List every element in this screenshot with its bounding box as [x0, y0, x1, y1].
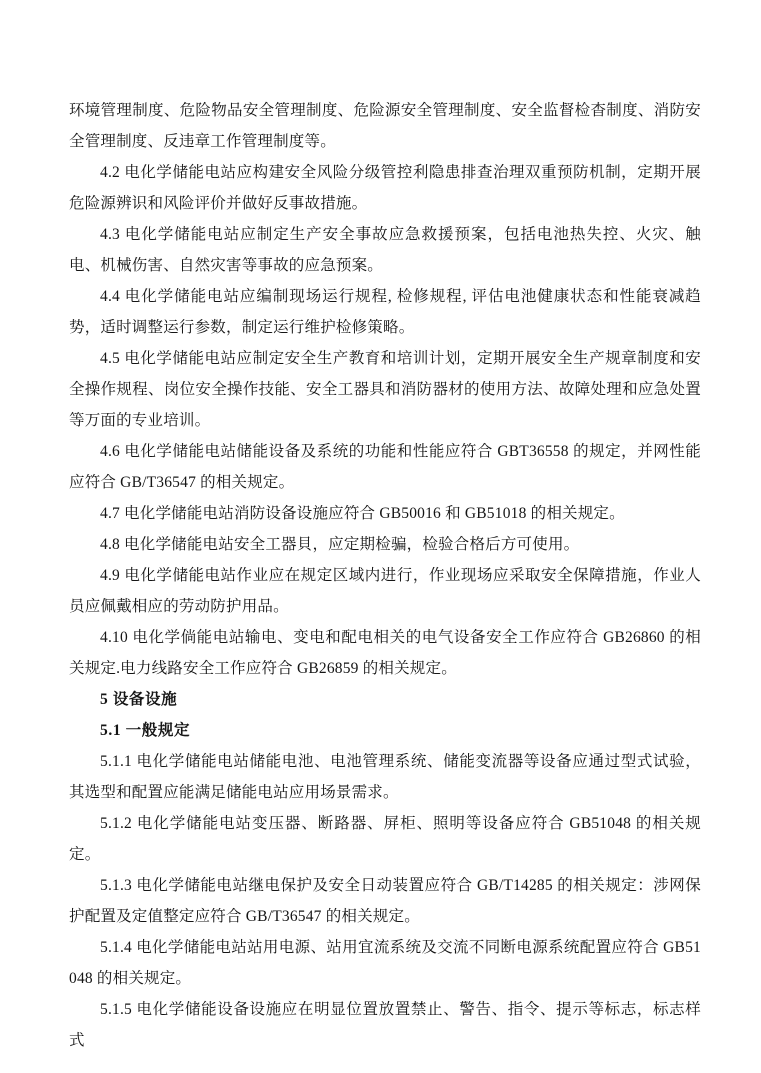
paragraph: 4.2 电化学储能电站应构建安全风险分级管控利隐患排查治理双重预防机制，定期开展危险源辨识和风险评价并做好反事故措施。 — [69, 164, 701, 212]
paragraph: 5.1.5 电化学储能设备设施应在明显位置放置禁止、警告、指令、提示等标志，标志样式 — [69, 1001, 701, 1049]
section-heading: 5 设备设施 — [100, 691, 178, 708]
paragraph: 4.7 电化学储能电站消防设备设施应符合 GB50016 和 GB51018 的相关规定。 — [100, 505, 625, 522]
paragraph: 5.1.4 电化学储能电站站用电源、站用宜流系统及交流不同断电源系统配置应符合 GB51048 的相关规定。 — [69, 939, 701, 987]
paragraph: 4.5 电化学储能电站应制定安全生产教育和培训计划，定期开展安全生产规章制度和安全操作规程、岗位安全操作技能、安全工器具和消防器材的使用方法、故障处理和应急处置等万面的专业培训。 — [69, 350, 701, 429]
paragraph: 环境管理制度、危险物品安全管理制度、危险源安全管理制度、安全监督检杳制度、消防安全管理制度、反违章工作管理制度等。 — [69, 102, 701, 150]
paragraph: 4.6 电化学储能电站储能设备及系统的功能和性能应符合 GBT36558 的规定，并网性能应符合 GB/T36547 的相关规定。 — [69, 443, 701, 491]
paragraph: 4.8 电化学储能电站安全工器貝，应定期检骗，检验合格后方可使用。 — [100, 536, 580, 553]
section-heading: 5.1 一般规定 — [100, 722, 191, 739]
paragraph: 5.1.1 电化学储能电站储能电池、电池管理系统、储能变流器等设备应通过型式试验，其选型和配置应能满足储能电站应用场景需求。 — [69, 753, 701, 801]
document-content — [69, 95, 701, 1056]
paragraph: 4.9 电化学储能电站作业应在规定区域内进行，作业现场应采取安全保障措施，作业人员应佩戴相应的劳动防护用品。 — [69, 567, 701, 615]
paragraph: 4.4 电化学储能电站应编制现场运行规程, 检修规程, 评估电池健康状态和性能衰减趋势，适时调整运行参数，制定运行维护检修策略。 — [69, 288, 701, 336]
paragraph: 4.3 电化学储能电站应制定生产安全事故应急救援预案，包括电池热失控、火灾、触电、机械伤害、自然灾害等事故的应急预案。 — [69, 226, 701, 274]
paragraph: 5.1.3 电化学储能电站继电保护及安全日动装置应符合 GB/T14285 的相关规定：涉网保护配置及定值整定应符合 GB/T36547 的相关规定。 — [69, 877, 701, 925]
paragraph: 5.1.2 电化学储能电站变压器、断路器、屏柜、照明等设备应符合 GB51048 的相关规定。 — [69, 815, 701, 863]
paragraph: 4.10 电化学倘能电站输电、变电和配电相关的电气设备安全工作应符合 GB26860 的相关规定.电力线路安全工作应符合 GB26859 的相关规定。 — [69, 629, 701, 677]
